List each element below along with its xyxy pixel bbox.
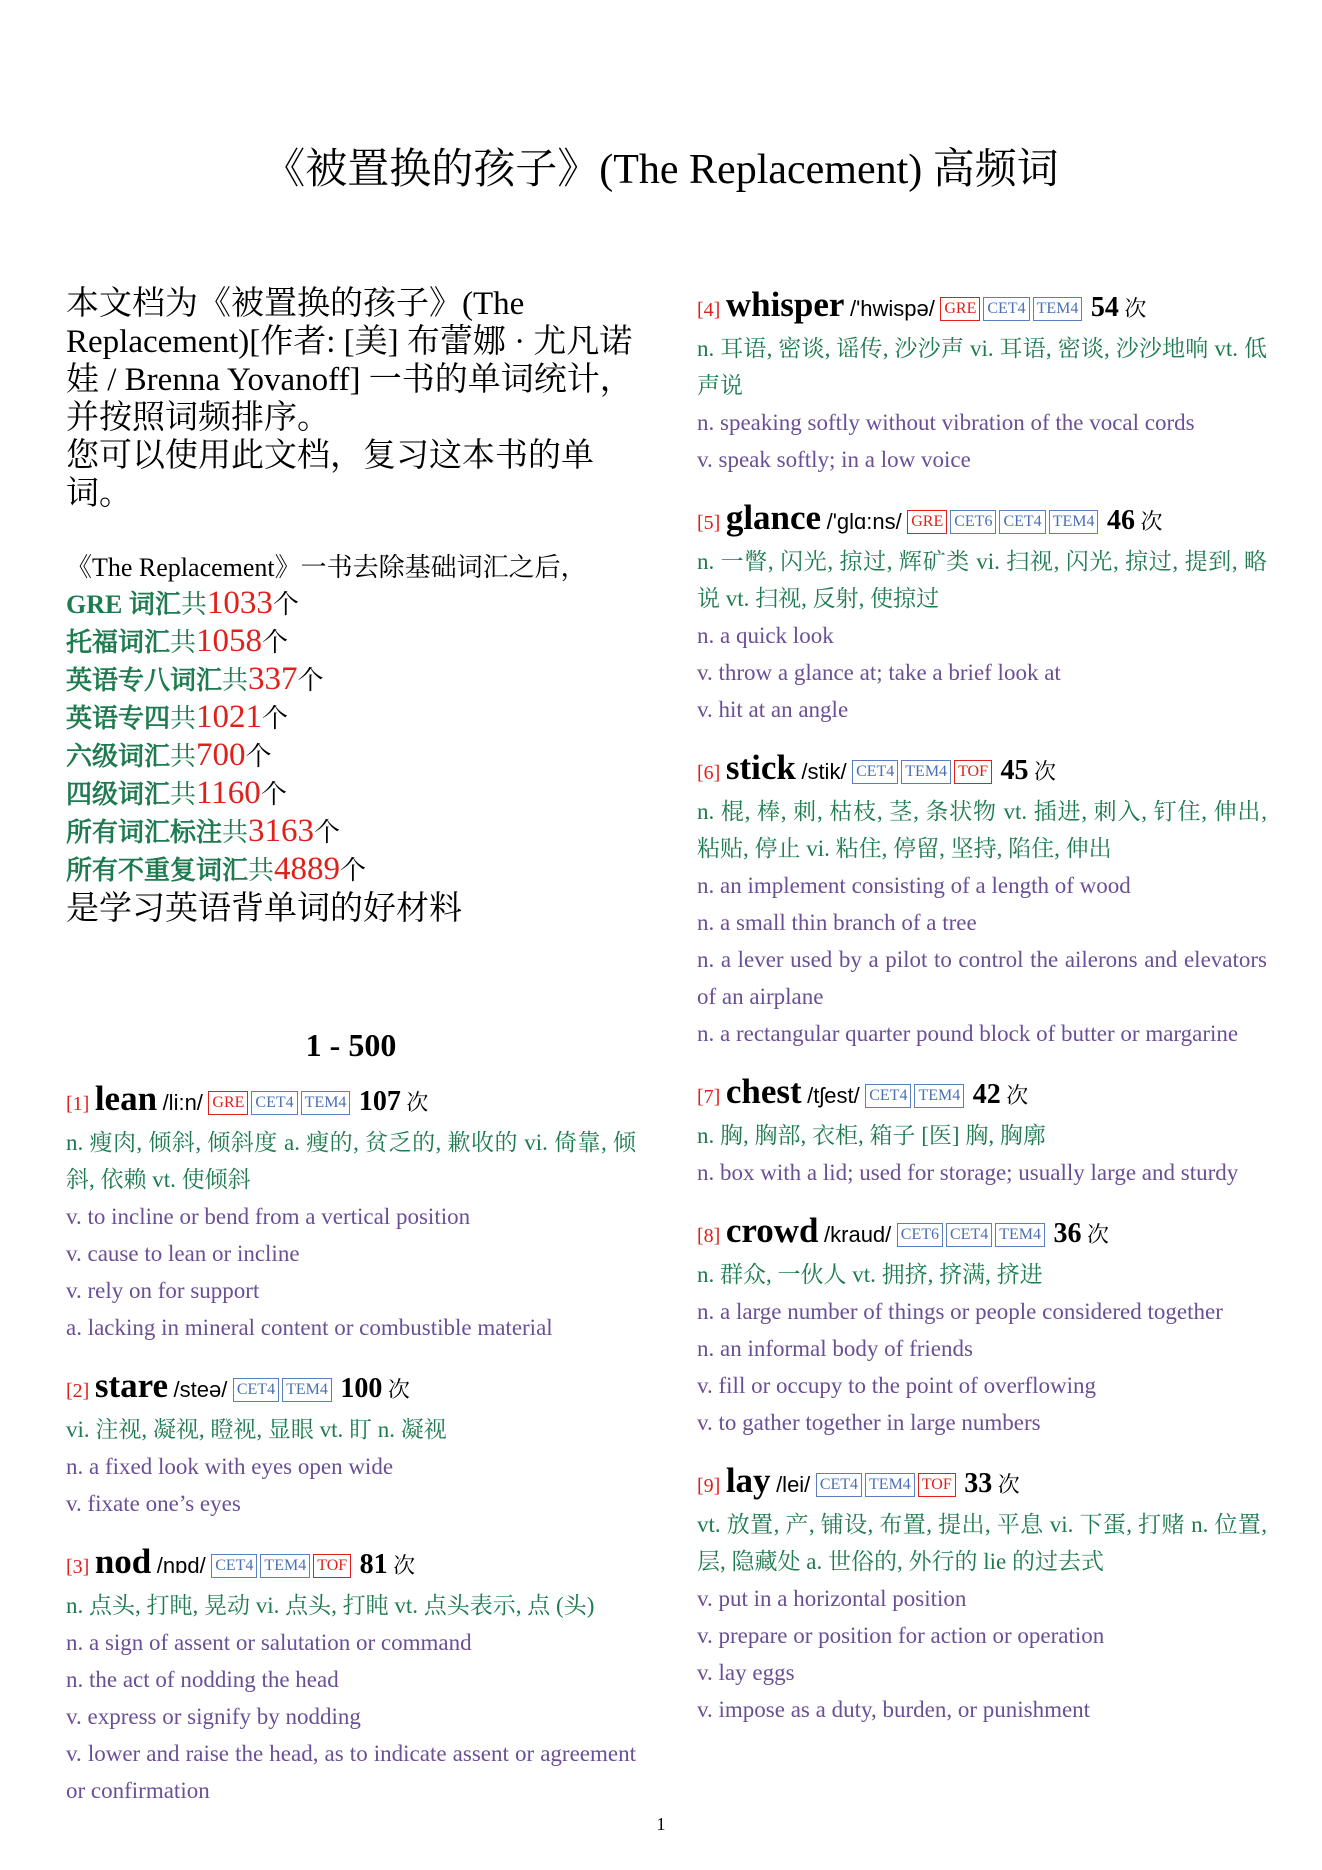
exam-tag: CET4 (852, 760, 898, 784)
stat-label: 英语专八词汇 (66, 666, 223, 695)
english-definition: v. hit at an angle (697, 697, 849, 722)
english-definition: n. a rectangular quarter pound block of butter or margarine (697, 1021, 1239, 1046)
exam-tag: TEM4 (901, 760, 951, 784)
english-definition: n. box with a lid; used for storage; usually large and sturdy (697, 1160, 1239, 1185)
stat-connector: 共 (170, 628, 197, 657)
chinese-definition: n. 群众, 一伙人 vt. 拥挤, 挤满, 挤进 (697, 1262, 1043, 1287)
frequency-unit: 次 (1006, 1083, 1029, 1108)
exam-tag: TOF (918, 1473, 956, 1497)
entry-index: [7] (697, 1086, 721, 1108)
chinese-definition: n. 棍, 棒, 刺, 枯枝, 茎, 条状物 vt. 插进, 刺入, 钉住, 伸出, 粘贴, 停止 vi. 粘住, 停留, 坚持, 陷住, 伸出 (697, 799, 1267, 861)
phonetic: /tʃest/ (807, 1083, 860, 1108)
stat-unit: 个 (260, 780, 287, 809)
phonetic: /'hwispə/ (849, 296, 935, 321)
stats-footer: 是学习英语背单词的好材料 (66, 891, 462, 927)
english-definition: v. to incline or bend from a vertical position (66, 1204, 471, 1229)
exam-tag: CET6 (897, 1223, 943, 1247)
english-definition: v. impose as a duty, burden, or punishment (697, 1697, 1091, 1722)
english-definition: n. a lever used by a pilot to control the ailerons and elevators of an airplane (697, 947, 1267, 1009)
stat-count: 1160 (196, 775, 261, 811)
english-definition: n. an implement consisting of a length of wood (697, 873, 1131, 898)
english-definition: v. lower and raise the head, as to indicate assent or agreement or confirmation (66, 1741, 636, 1803)
stat-label: 所有词汇标注 (66, 818, 223, 847)
chinese-definition: vi. 注视, 凝视, 瞪视, 显眼 vt. 盯 n. 凝视 (66, 1417, 447, 1442)
chinese-definition: n. 点头, 打盹, 晃动 vi. 点头, 打盹 vt. 点头表示, 点 (头) (66, 1593, 595, 1618)
english-definition: n. a quick look (697, 623, 834, 648)
english-definition: v. lay eggs (697, 1660, 795, 1685)
exam-tag: CET4 (251, 1091, 297, 1115)
word-entry (697, 1461, 1267, 1728)
intro (66, 285, 636, 513)
headword: whisper (725, 285, 845, 324)
exam-tag: TEM4 (260, 1554, 310, 1578)
stat-label: 六级词汇 (66, 742, 171, 771)
exam-tag: GRE (940, 297, 980, 321)
stat-row (66, 623, 636, 661)
chinese-definition: n. 瘦肉, 倾斜, 倾斜度 a. 瘦的, 贫乏的, 歉收的 vi. 倚靠, 倾斜, 依赖 vt. 使倾斜 (66, 1130, 636, 1192)
section-range: 1 - 500 (305, 1027, 397, 1063)
stat-unit: 个 (262, 704, 289, 733)
entry-header (697, 1211, 1267, 1256)
english-definition: v. rely on for support (66, 1278, 260, 1303)
frequency-unit: 次 (1087, 1222, 1110, 1247)
stat-row (66, 737, 636, 775)
word-entry (66, 1079, 636, 1346)
frequency-count: 33 (964, 1468, 993, 1499)
word-entry (697, 285, 1267, 478)
exam-tag: TEM4 (301, 1091, 351, 1115)
phonetic: /stik/ (801, 759, 847, 784)
frequency-unit: 次 (1140, 509, 1163, 534)
exam-tag: TEM4 (1049, 510, 1099, 534)
word-entry (697, 1211, 1267, 1441)
english-definition: v. to gather together in large numbers (697, 1410, 1041, 1435)
headword: nod (94, 1542, 152, 1581)
stat-unit: 个 (314, 818, 341, 847)
exam-tag: CET4 (999, 510, 1045, 534)
stat-count: 1033 (206, 585, 273, 621)
word-entry (697, 1072, 1267, 1191)
exam-tag: CET6 (950, 510, 996, 534)
intro-paragraph-2: 您可以使用此文档，复习这本书的单词。 (66, 438, 594, 512)
intro-paragraph-1: 本文档为《被置换的孩子》(The Replacement)[作者: [美] 布蕾娜 · 尤凡诺娃 / Brenna Yovanoff] 一书的单词统计，并按照词频排序。 (66, 286, 633, 436)
stat-row (66, 661, 636, 699)
english-definition: v. cause to lean or incline (66, 1241, 300, 1266)
entry-header (697, 748, 1267, 793)
entry-index: [2] (66, 1380, 90, 1402)
english-definition: a. lacking in mineral content or combustible material (66, 1315, 553, 1340)
exam-tag: TEM4 (865, 1473, 915, 1497)
vocab-stats (66, 551, 636, 929)
stat-count: 1021 (196, 699, 263, 735)
left-column (66, 285, 636, 1809)
frequency-unit: 次 (387, 1377, 410, 1402)
entry-header (66, 1366, 636, 1411)
entry-header (66, 1542, 636, 1587)
stat-count: 3163 (248, 813, 315, 849)
stat-unit: 个 (272, 590, 299, 619)
frequency-count: 107 (358, 1086, 401, 1117)
frequency-count: 54 (1090, 292, 1119, 323)
phonetic: /nɒd/ (156, 1553, 206, 1578)
english-definition: n. speaking softly without vibration of the vocal cords (697, 410, 1195, 435)
word-entry (66, 1542, 636, 1809)
phonetic: /lei/ (776, 1472, 811, 1497)
exam-tag: GRE (208, 1091, 248, 1115)
frequency-unit: 次 (393, 1553, 416, 1578)
page-title: 《被置换的孩子》(The Replacement) 高频词 (263, 147, 1059, 193)
english-definition: n. a fixed look with eyes open wide (66, 1454, 394, 1479)
stat-count: 1058 (196, 623, 263, 659)
headword: stick (725, 748, 796, 787)
stat-connector: 共 (170, 780, 197, 809)
stat-unit: 个 (245, 742, 272, 771)
headword: chest (725, 1072, 802, 1111)
english-definition: n. an informal body of friends (697, 1336, 973, 1361)
exam-tag: CET4 (816, 1473, 862, 1497)
exam-tag: CET4 (233, 1378, 279, 1402)
stat-label: GRE 词汇 (66, 590, 181, 619)
chinese-definition: n. 一瞥, 闪光, 掠过, 辉矿类 vi. 扫视, 闪光, 掠过, 提到, 略说 vt. 扫视, 反射, 使掠过 (697, 549, 1267, 611)
exam-tag: CET4 (865, 1084, 911, 1108)
headword: crowd (725, 1211, 819, 1250)
phonetic: /kraud/ (824, 1222, 892, 1247)
stat-connector: 共 (248, 856, 275, 885)
exam-tag: TOF (954, 760, 992, 784)
entry-header (697, 285, 1267, 330)
headword: stare (94, 1366, 169, 1405)
entry-header (697, 1072, 1267, 1117)
english-definition: n. a sign of assent or salutation or command (66, 1630, 472, 1655)
english-definition: v. fill or occupy to the point of overflowing (697, 1373, 1097, 1398)
stat-connector: 共 (180, 590, 207, 619)
english-definition: v. express or signify by nodding (66, 1704, 361, 1729)
exam-tag: GRE (907, 510, 947, 534)
stat-label: 所有不重复词汇 (66, 856, 249, 885)
stat-label: 英语专四 (66, 704, 171, 733)
stat-connector: 共 (170, 742, 197, 771)
english-definition: v. put in a horizontal position (697, 1586, 967, 1611)
stat-unit: 个 (262, 628, 289, 657)
frequency-count: 42 (972, 1079, 1001, 1110)
stat-label: 四级词汇 (66, 780, 171, 809)
word-entry (697, 498, 1267, 728)
frequency-unit: 次 (406, 1090, 429, 1115)
exam-tag: CET4 (946, 1223, 992, 1247)
stat-row (66, 813, 636, 851)
chinese-definition: vt. 放置, 产, 铺设, 布置, 提出, 平息 vi. 下蛋, 打赌 n. 位置, 层, 隐藏处 a. 世俗的, 外行的 lie 的过去式 (697, 1512, 1267, 1574)
stat-unit: 个 (340, 856, 367, 885)
stat-count: 337 (248, 661, 298, 697)
phonetic: /steə/ (173, 1377, 228, 1402)
headword: glance (725, 498, 822, 537)
stat-row (66, 585, 636, 623)
exam-tag: TEM4 (995, 1223, 1045, 1247)
stat-row (66, 775, 636, 813)
stat-row (66, 699, 636, 737)
exam-tag: TEM4 (282, 1378, 332, 1402)
english-definition: v. speak softly; in a low voice (697, 447, 971, 472)
entry-index: [6] (697, 762, 721, 784)
entry-index: [8] (697, 1225, 721, 1247)
right-column (697, 285, 1267, 1728)
exam-tag: TEM4 (1033, 297, 1083, 321)
page-number: 1 (656, 1814, 666, 1834)
entry-header (697, 498, 1267, 543)
frequency-count: 46 (1106, 505, 1135, 536)
english-definition: n. a large number of things or people considered together (697, 1299, 1223, 1324)
word-entry (697, 748, 1267, 1052)
frequency-unit: 次 (1034, 759, 1057, 784)
frequency-count: 100 (340, 1373, 383, 1404)
english-definition: n. the act of nodding the head (66, 1667, 339, 1692)
chinese-definition: n. 耳语, 密谈, 谣传, 沙沙声 vi. 耳语, 密谈, 沙沙地响 vt. 低声说 (697, 336, 1267, 398)
entry-header (66, 1079, 636, 1124)
entry-header (697, 1461, 1267, 1506)
exam-tag: TEM4 (914, 1084, 964, 1108)
stats-heading: 《The Replacement》一书去除基础词汇之后， (66, 553, 587, 582)
english-definition: v. throw a glance at; take a brief look at (697, 660, 1061, 685)
stat-count: 4889 (274, 851, 341, 887)
stat-unit: 个 (297, 666, 324, 695)
entry-index: [3] (66, 1556, 90, 1578)
entry-index: [4] (697, 299, 721, 321)
stat-connector: 共 (170, 704, 197, 733)
stat-connector: 共 (222, 666, 249, 695)
headword: lay (725, 1461, 771, 1500)
phonetic: /li:n/ (162, 1090, 203, 1115)
phonetic: /'glɑ:ns/ (826, 509, 902, 534)
word-entry (66, 1366, 636, 1522)
exam-tag: CET4 (983, 297, 1029, 321)
stat-label: 托福词汇 (66, 628, 171, 657)
frequency-count: 45 (1000, 755, 1029, 786)
entry-index: [1] (66, 1093, 90, 1115)
exam-tag: CET4 (211, 1554, 257, 1578)
frequency-unit: 次 (997, 1472, 1020, 1497)
entry-index: [9] (697, 1475, 721, 1497)
english-definition: v. fixate one’s eyes (66, 1491, 241, 1516)
english-definition: v. prepare or position for action or operation (697, 1623, 1105, 1648)
headword: lean (94, 1079, 158, 1118)
english-definition: n. a small thin branch of a tree (697, 910, 977, 935)
entry-index: [5] (697, 512, 721, 534)
frequency-count: 81 (359, 1549, 388, 1580)
chinese-definition: n. 胸, 胸部, 衣柜, 箱子 [医] 胸, 胸廓 (697, 1123, 1046, 1148)
stat-count: 700 (196, 737, 246, 773)
frequency-unit: 次 (1124, 296, 1147, 321)
frequency-count: 36 (1053, 1218, 1082, 1249)
exam-tag: TOF (313, 1554, 351, 1578)
stat-row (66, 851, 636, 889)
stat-connector: 共 (222, 818, 249, 847)
